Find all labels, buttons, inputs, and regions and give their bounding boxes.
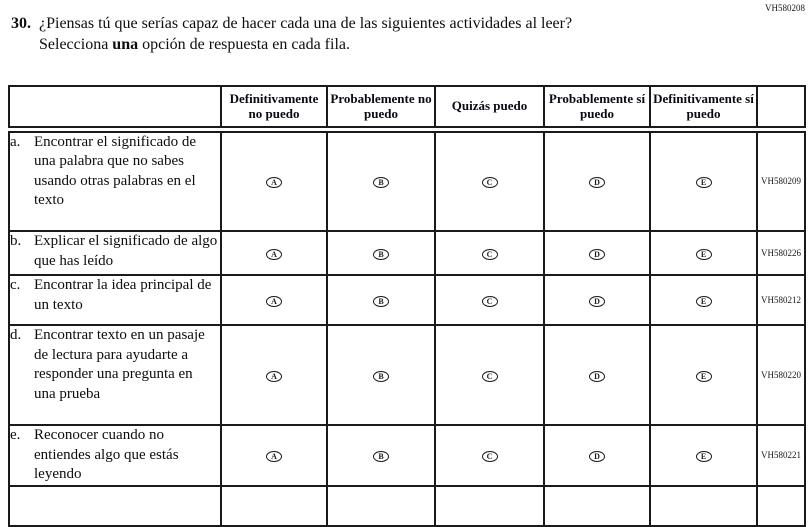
question-number: 30.	[11, 15, 31, 32]
answer-bubble-a[interactable]: A	[266, 177, 282, 188]
answer-bubble-c[interactable]: C	[482, 296, 498, 307]
answer-bubble-b[interactable]: B	[373, 249, 389, 260]
answer-bubble-c[interactable]: C	[482, 177, 498, 188]
answer-bubble-a[interactable]: A	[266, 371, 282, 382]
answer-bubble-e[interactable]: E	[696, 177, 712, 188]
row-letter: d.	[10, 327, 22, 343]
answer-bubble-d[interactable]: D	[589, 296, 605, 307]
column-header-definitivamente-no-puedo: Definitivamente no puedo	[221, 86, 327, 129]
row-letter: b.	[10, 233, 22, 249]
column-header-definitivamente-si-puedo: Definitivamente sí puedo	[650, 86, 757, 129]
answer-bubble-e[interactable]: E	[696, 249, 712, 260]
form-accession-code: VH580208	[765, 3, 805, 13]
table-row	[9, 129, 805, 231]
table-header-row	[9, 86, 805, 129]
instruction-prefix: Selecciona	[39, 35, 113, 53]
answer-bubble-b[interactable]: B	[373, 371, 389, 382]
instruction-suffix: opción de respuesta en cada fila.	[138, 35, 350, 53]
row-accession-code: VH580220	[757, 325, 805, 425]
answer-bubble-c[interactable]: C	[482, 249, 498, 260]
answer-bubble-a[interactable]: A	[266, 296, 282, 307]
question-block	[11, 14, 791, 56]
row-activity-text: Encontrar la idea principal de un texto	[34, 277, 212, 313]
answer-bubble-a[interactable]: A	[266, 249, 282, 260]
instruction-bold-word: una	[112, 35, 139, 53]
response-table	[8, 85, 806, 527]
question-instruction-line	[39, 35, 572, 56]
column-header-probablemente-no-puedo: Probablemente no puedo	[327, 86, 435, 129]
row-accession-code: VH580226	[757, 231, 805, 275]
row-activity-text: Encontrar el significado de una palabra que no sabes usando otras palabras en el texto	[34, 133, 197, 208]
header-activity-blank	[9, 86, 221, 129]
answer-bubble-e[interactable]: E	[696, 296, 712, 307]
table-row	[9, 231, 805, 275]
answer-bubble-d[interactable]: D	[589, 371, 605, 382]
question-text	[39, 14, 572, 56]
row-activity-text: Explicar el significado de algo que has leído	[34, 233, 218, 269]
question-text-line1: ¿Piensas tú que serías capaz de hacer cada una de las siguientes actividades al leer?	[39, 15, 573, 32]
answer-bubble-d[interactable]: D	[589, 177, 605, 188]
table-row	[9, 325, 805, 425]
row-activity-text: Reconocer cuando no entiendes algo que estás leyendo	[34, 427, 179, 482]
column-header-quizas-puedo: Quizás puedo	[435, 86, 544, 129]
row-accession-code: VH580212	[757, 275, 805, 325]
row-accession-code: VH580221	[757, 425, 805, 486]
row-letter: e.	[10, 427, 21, 443]
table-row	[9, 275, 805, 325]
answer-bubble-e[interactable]: E	[696, 451, 712, 462]
answer-bubble-b[interactable]: B	[373, 296, 389, 307]
answer-bubble-a[interactable]: A	[266, 451, 282, 462]
row-letter: c.	[10, 277, 21, 293]
table-row-cutoff	[9, 486, 805, 526]
column-header-probablemente-si-puedo: Probablemente sí puedo	[544, 86, 650, 129]
row-accession-code: VH580209	[757, 129, 805, 231]
row-letter: a.	[10, 133, 21, 150]
header-code-blank	[757, 86, 805, 129]
table-row	[9, 425, 805, 486]
answer-bubble-b[interactable]: B	[373, 451, 389, 462]
answer-bubble-c[interactable]: C	[482, 371, 498, 382]
answer-bubble-b[interactable]: B	[373, 177, 389, 188]
answer-bubble-d[interactable]: D	[589, 249, 605, 260]
answer-bubble-c[interactable]: C	[482, 451, 498, 462]
answer-bubble-d[interactable]: D	[589, 451, 605, 462]
answer-bubble-e[interactable]: E	[696, 371, 712, 382]
row-activity-text: Encontrar texto en un pasaje de lectura para ayudarte a responder una pregunta en una prueba	[34, 327, 205, 402]
